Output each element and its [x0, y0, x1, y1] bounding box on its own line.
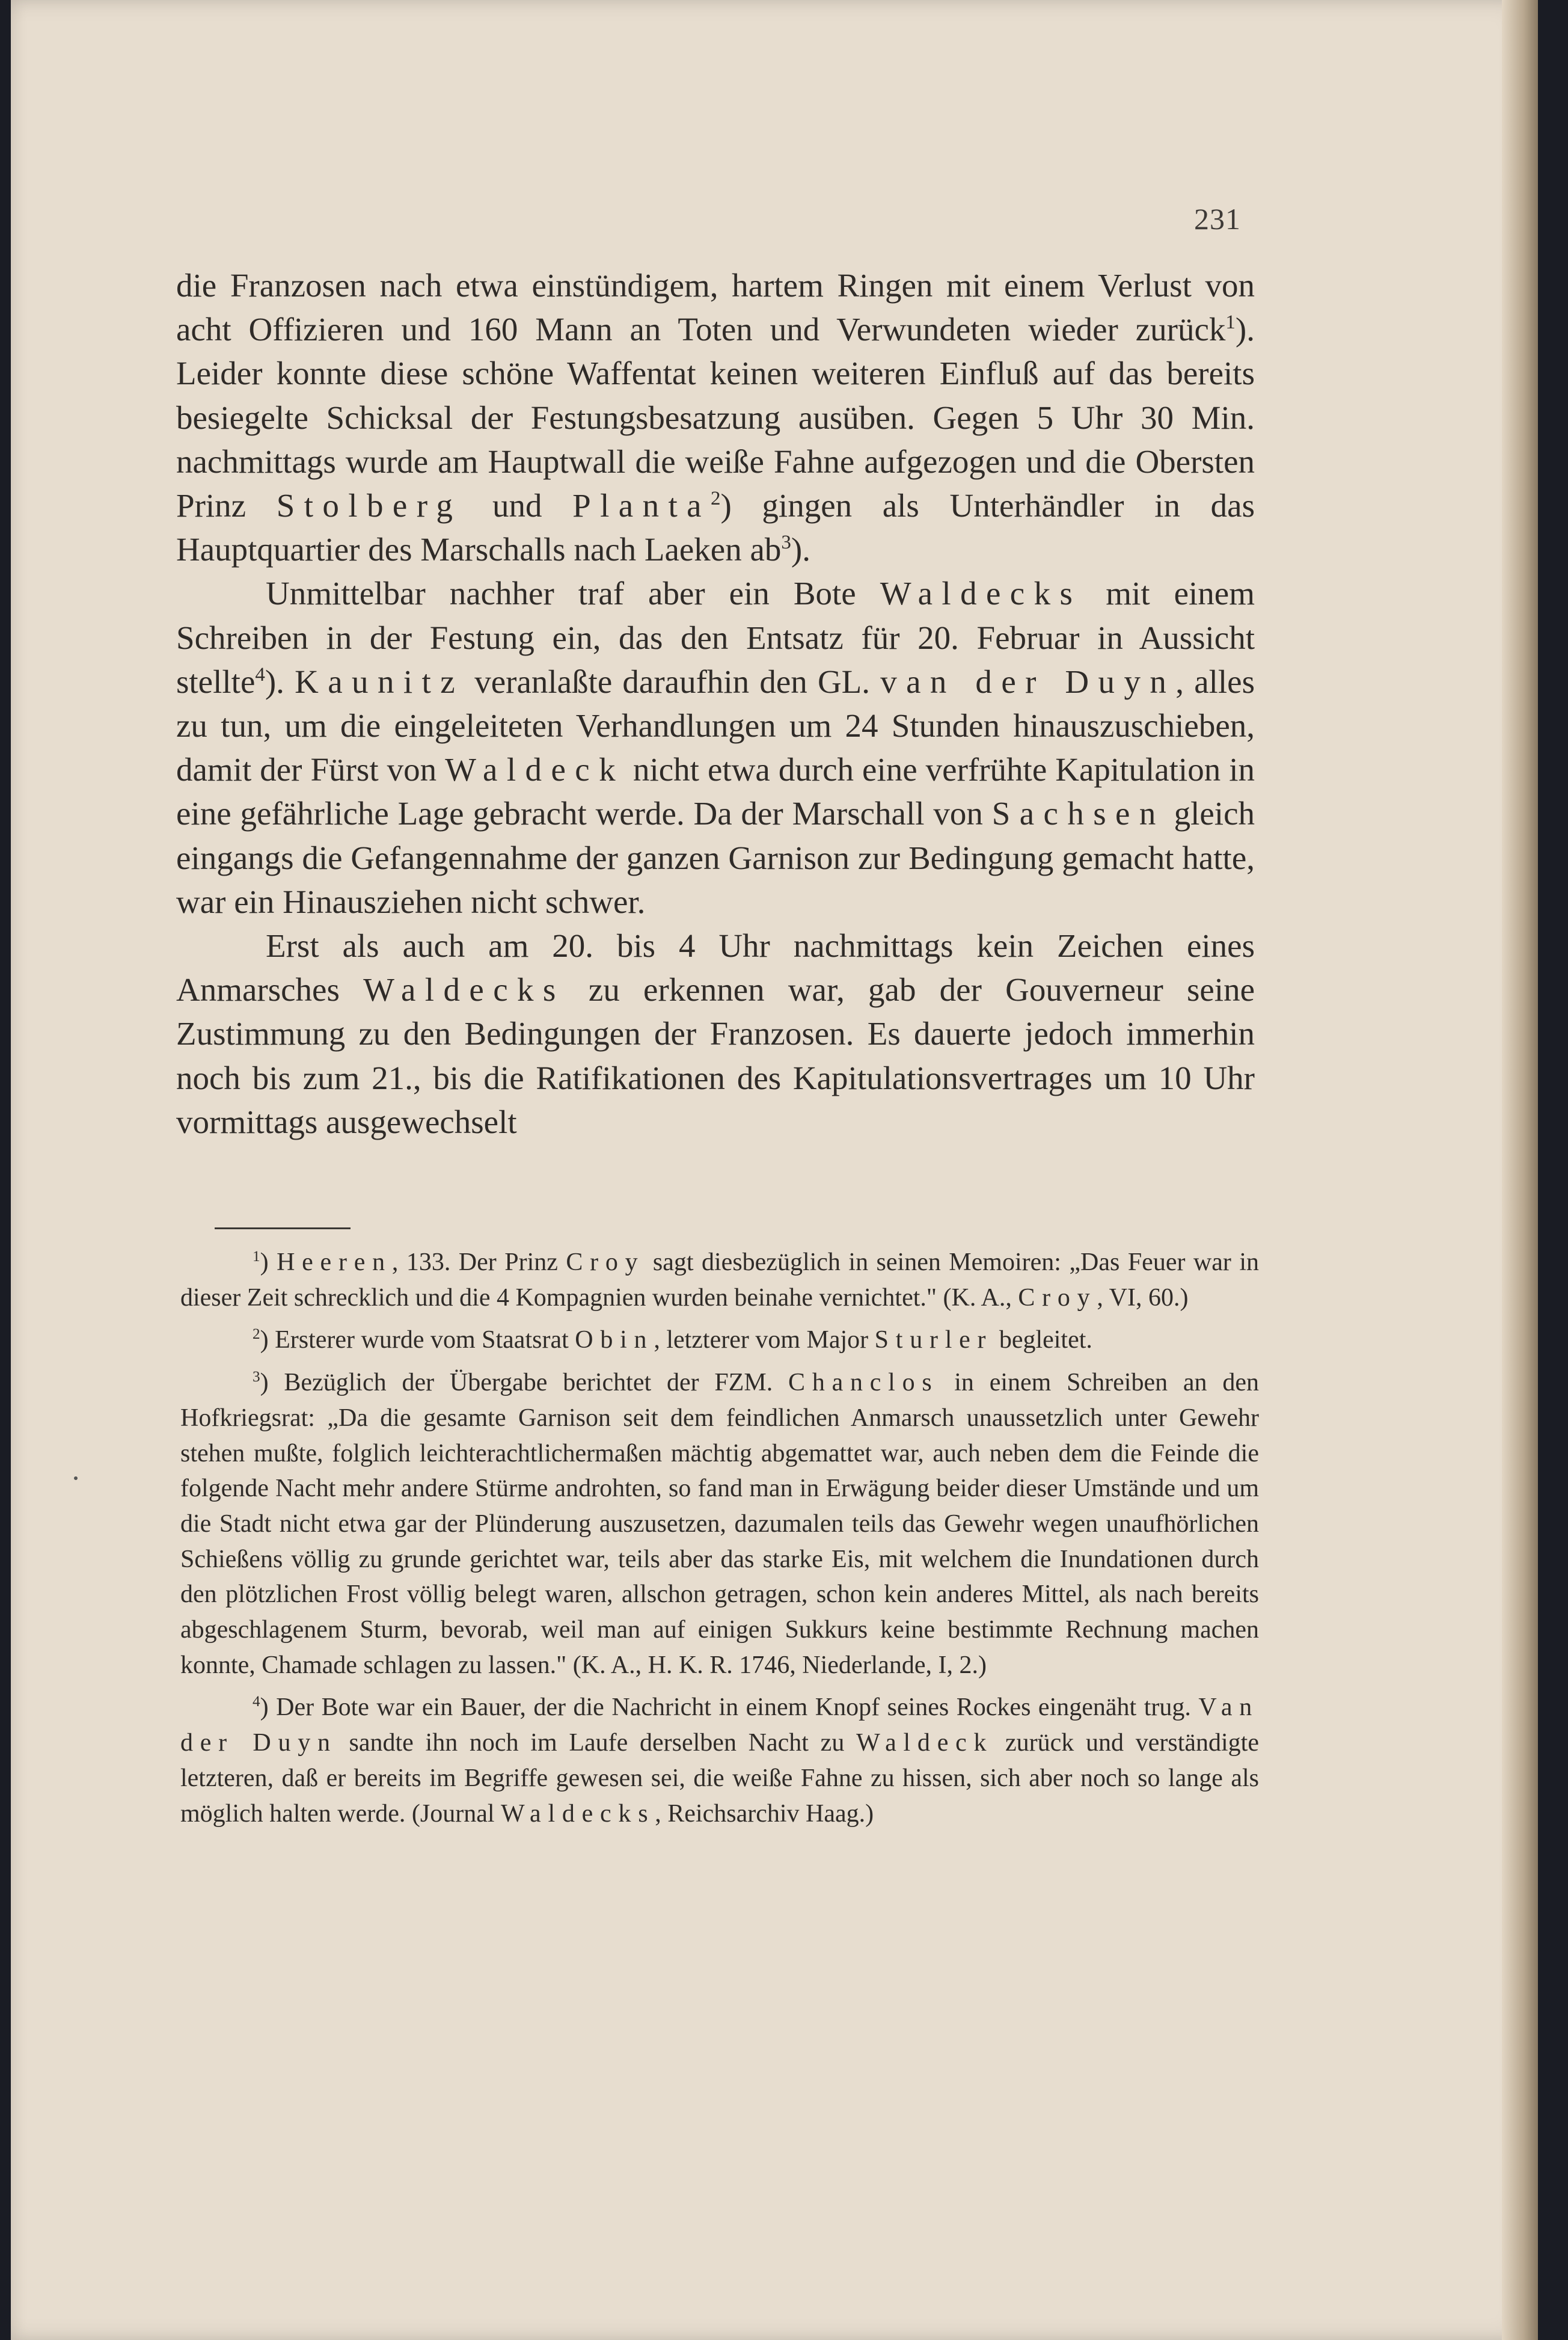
page-number: 231: [1194, 202, 1241, 236]
name-chanclos: Chanclos: [788, 1369, 939, 1397]
main-text: [176, 263, 1255, 1144]
name-croy: Croy: [1018, 1283, 1097, 1312]
footnote-marker: 2: [253, 1326, 260, 1343]
name-van-der-duyn: Van der Duyn: [180, 1694, 1259, 1757]
footnotes: [180, 1245, 1259, 1838]
name-waldeck: Waldeck: [856, 1729, 994, 1757]
footnote-ref-3: 3: [781, 532, 791, 554]
name-waldeck: Waldeck: [445, 751, 625, 788]
name-croy: Croy: [566, 1248, 645, 1276]
footnote-ref-1: 1: [1225, 312, 1236, 334]
name-obin: Obin: [575, 1326, 654, 1354]
footnote-separator: [215, 1227, 351, 1229]
footnote-marker: 1: [253, 1248, 260, 1265]
name-kaunitz: Kaunitz: [295, 663, 465, 700]
footnote-ref-4: 4: [255, 664, 265, 686]
name-sturler: Sturler: [874, 1326, 993, 1354]
name-stolberg: Stolberg: [276, 487, 462, 524]
name-waldecks: Waldecks: [880, 575, 1082, 612]
paragraph-3: Erst als auch am 20. bis 4 Uhr nachmittags kein Zeichen eines Anmarsches Waldecks zu erkennen war, gab der Gouverneur seine Zustimmung zu den Bedingungen der Franzosen. Es dauerte jedoch immerhin noch bis zum 21., bis die Ratifikationen des Kapitulationsvertrages um 10 Uhr vormittags ausgewechselt: [176, 927, 1255, 1140]
name-waldecks: Waldecks: [501, 1799, 655, 1828]
footnote-1: $^1$) Heeren, 133. Der Prinz Croy sagt diesbezüglich in seinen Memoiren: „Das Feuer war in dieser Zeit schrecklich und die 4 Kompagnien wurden beinahe vernichtet." (K. A., Croy, VI, 60.): [180, 1248, 1260, 1312]
footnote-marker: 3: [253, 1369, 260, 1385]
name-sachsen: Sachsen: [991, 795, 1165, 832]
paragraph-1: die Franzosen nach etwa einstündigem, hartem Ringen mit einem Verlust von acht Offizieren und 160 Mann an Toten und Verwundeten wieder zurück$^1$). Leider konnte diese schöne Waffentat keinen weiteren Einfluß auf das bereits besiegelte Schicksal der Festungsbesatzung ausüben. Gegen 5 Uhr 30 Min. nachmittags wurde am Hauptwall die weiße Fahne aufgezogen und die Obersten Prinz Stolberg und Planta$^2$) gingen als Unterhändler in das Hauptquartier des Marschalls nach Laeken $ab^3$).: [176, 267, 1255, 568]
page-edge: [1502, 0, 1538, 2340]
footnote-ref-2: 2: [710, 488, 721, 510]
name-planta: Planta: [572, 487, 711, 524]
name-heeren: Heeren: [277, 1248, 392, 1276]
footnote-2: $^2$) Ersterer wurde vom Staatsrat Obin, letzterer vom Major Sturler begleitet.: [253, 1326, 1092, 1354]
paper-speck: [74, 1476, 78, 1480]
name-van-der-duyn: van der Duyn: [880, 663, 1176, 700]
footnote-4: $^4$) Der Bote war ein Bauer, der die Nachricht in einem Knopf seines Rockes eingenäht trug. Van der Duyn sandte ihn noch im Laufe derselben Nacht zu Waldeck zurück und verständigte letzteren, daß er bereits im Begriffe gewesen sei, die weiße Fahne zu hissen, sich aber noch so lange als möglich halten werde. (Journal Waldecks, Reichsarchiv Haag.): [180, 1694, 1259, 1828]
paragraph-2: Unmittelbar nachher traf aber ein Bote Waldecks mit einem Schreiben in der Festung ein, das den Entsatz für 20. Februar in Aussicht stellte$^4$). Kaunitz veranlaßte daraufhin den GL. van der Duyn, alles zu tun, um die eingeleiteten Verhandlungen um 24 Stunden hinauszuschieben, damit der Fürst von Waldeck nicht etwa durch eine verfrühte Kapitulation in eine gefährliche Lage gebracht werde. Da der Marschall von Sachsen gleich eingangs die Gefangennahme der ganzen Garnison zur Bedingung gemacht hatte, war ein Hinausziehen nicht schwer.: [176, 575, 1255, 920]
name-waldecks: Waldecks: [363, 971, 565, 1009]
footnote-3: $^3$) Bezüglich der Übergabe berichtet der FZM. Chanclos in einem Schreiben an den Hofkriegsrat: „Da die gesamte Garnison seit dem feindlichen Anmarsch unaussetzlich unter Gewehr stehen mußte, folglich leichterachtlichermaßen mächtig abgemattet war, auch neben dem die Feinde die folgende Nacht mehr andere Stürme androhten, so fand man in Erwägung beider dieser Umstände und um die Stadt nicht etwa gar der Plünderung auszusetzen, dazumalen teils das Gewehr wegen unaufhörlichen Schießens völlig zu grunde gerichtet war, teils aber das starke Eis, mit welchem die Inundationen durch den plötzlichen Frost völlig belegt waren, allschon getragen, schon kein anderes Mittel, als nach bereits abgeschlagenem Sturm, bevorab, weil man auf einigen Sukkurs keine bestimmte Rechnung machen konnte, Chamade schlagen zu lassen." (K. A., H. K. R. 1746, Niederlande, I, 2.): [180, 1369, 1259, 1679]
footnote-marker: 4: [253, 1694, 260, 1710]
